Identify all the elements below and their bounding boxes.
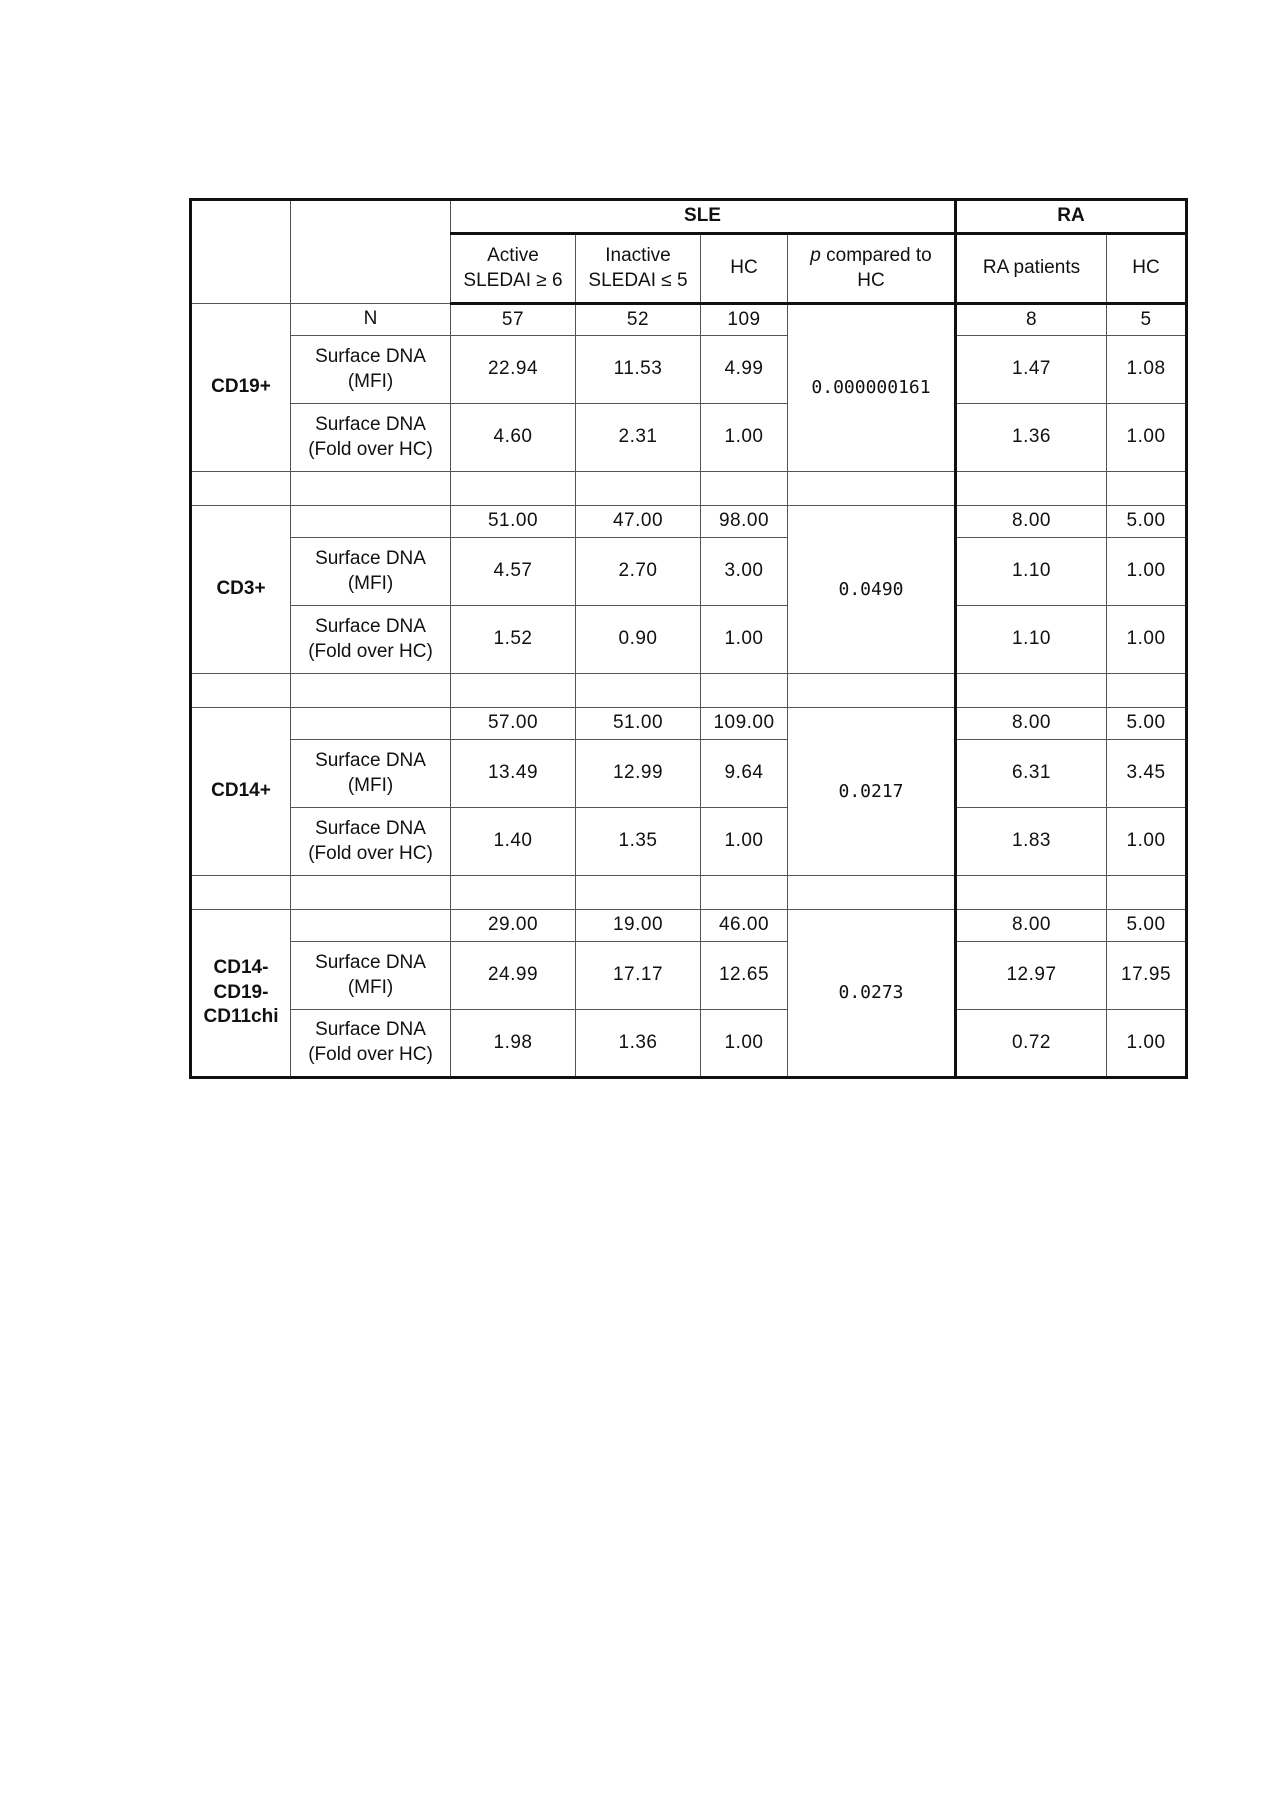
- spacer-cell: [788, 674, 956, 708]
- spacer-cell: [576, 876, 701, 910]
- cell-active-n: 51.00: [451, 506, 576, 538]
- row-label-mfi-line1: Surface DNA: [315, 951, 426, 973]
- cell-active-mfi: 24.99: [451, 942, 576, 1010]
- cell-inactive-fold: 0.90: [576, 606, 701, 674]
- spacer-cell: [191, 876, 291, 910]
- row-label-fold-line2: (Fold over HC): [308, 842, 433, 864]
- spacer-cell: [1107, 876, 1187, 910]
- table-row: [191, 538, 1187, 606]
- cell-ra-patients-mfi: 1.10: [956, 538, 1107, 606]
- cell-ra-hc-fold: 1.00: [1107, 1010, 1187, 1078]
- table-row: [191, 606, 1187, 674]
- surface-dna-table: [189, 198, 1188, 1079]
- spacer-cell: [576, 472, 701, 506]
- cell-sle-hc-fold: 1.00: [701, 404, 788, 472]
- spacer-cell: [788, 472, 956, 506]
- spacer-cell: [788, 876, 956, 910]
- table-row: [191, 808, 1187, 876]
- row-label-fold: [291, 606, 451, 674]
- spacer-row: [191, 472, 1187, 506]
- spacer-row: [191, 876, 1187, 910]
- spacer-cell: [451, 472, 576, 506]
- block-name-line2: CD19-: [213, 981, 269, 1003]
- cell-p-value: 0.000000161: [788, 304, 956, 472]
- cell-active-fold: 1.40: [451, 808, 576, 876]
- corner-cell-2: [291, 200, 451, 304]
- cell-inactive-fold: 1.36: [576, 1010, 701, 1078]
- p-value-header: [788, 234, 956, 304]
- ra-patients-header: RA patients: [956, 234, 1107, 304]
- row-label-fold-line1: Surface DNA: [315, 615, 426, 637]
- cell-ra-hc-mfi: 1.08: [1107, 336, 1187, 404]
- inactive-header: [576, 234, 701, 304]
- spacer-cell: [451, 674, 576, 708]
- row-label-mfi-line1: Surface DNA: [315, 345, 426, 367]
- cell-sle-hc-n: 46.00: [701, 910, 788, 942]
- spacer-cell: [1107, 472, 1187, 506]
- cell-ra-hc-n: 5: [1107, 304, 1187, 336]
- cell-inactive-n: 51.00: [576, 708, 701, 740]
- row-label-fold-line1: Surface DNA: [315, 413, 426, 435]
- cell-ra-hc-fold: 1.00: [1107, 606, 1187, 674]
- cell-ra-patients-mfi: 12.97: [956, 942, 1107, 1010]
- cell-ra-patients-n: 8.00: [956, 910, 1107, 942]
- row-label-mfi-line2: (MFI): [347, 572, 394, 594]
- cell-sle-hc-n: 109: [701, 304, 788, 336]
- cell-active-fold: 1.52: [451, 606, 576, 674]
- cell-ra-hc-n: 5.00: [1107, 506, 1187, 538]
- inactive-header-line1: Inactive: [605, 244, 671, 266]
- table-row: [191, 910, 1187, 942]
- table-row: [191, 506, 1187, 538]
- cell-ra-patients-fold: 1.83: [956, 808, 1107, 876]
- p-symbol: p: [810, 244, 821, 266]
- cell-active-n: 57.00: [451, 708, 576, 740]
- row-label-n: N: [291, 304, 451, 336]
- cell-ra-patients-fold: 1.36: [956, 404, 1107, 472]
- spacer-cell: [576, 674, 701, 708]
- cell-p-value: 0.0490: [788, 506, 956, 674]
- cell-active-mfi: 22.94: [451, 336, 576, 404]
- cell-sle-hc-fold: 1.00: [701, 1010, 788, 1078]
- cell-inactive-n: 47.00: [576, 506, 701, 538]
- spacer-cell: [1107, 674, 1187, 708]
- cell-active-fold: 4.60: [451, 404, 576, 472]
- cell-ra-hc-mfi: 3.45: [1107, 740, 1187, 808]
- row-label-fold: [291, 808, 451, 876]
- row-label-fold: [291, 404, 451, 472]
- sle-group-header: SLE: [451, 200, 956, 234]
- cell-sle-hc-mfi: 9.64: [701, 740, 788, 808]
- spacer-cell: [191, 472, 291, 506]
- block-name: [191, 910, 291, 1078]
- cell-inactive-n: 52: [576, 304, 701, 336]
- p-value-header-line2: HC: [857, 269, 885, 291]
- block-name-line1: CD14-: [213, 956, 269, 978]
- corner-cell-1: [191, 200, 291, 304]
- cell-ra-hc-mfi: 17.95: [1107, 942, 1187, 1010]
- cell-ra-patients-n: 8.00: [956, 506, 1107, 538]
- cell-sle-hc-mfi: 3.00: [701, 538, 788, 606]
- block-name: CD3+: [191, 506, 291, 674]
- p-value-header-line1: [788, 244, 954, 269]
- header-group-row: [191, 200, 1187, 234]
- cell-ra-patients-n: 8.00: [956, 708, 1107, 740]
- table-row: [191, 1010, 1187, 1078]
- spacer-row: [191, 674, 1187, 708]
- cell-inactive-mfi: 12.99: [576, 740, 701, 808]
- row-label-fold: [291, 1010, 451, 1078]
- row-label-fold-line2: (Fold over HC): [308, 438, 433, 460]
- cell-ra-patients-fold: 0.72: [956, 1010, 1107, 1078]
- row-label-fold-line2: (Fold over HC): [308, 1044, 433, 1065]
- row-label-n-empty: [291, 910, 451, 942]
- spacer-cell: [291, 472, 451, 506]
- cell-sle-hc-n: 109.00: [701, 708, 788, 740]
- row-label-mfi-line2: (MFI): [347, 774, 394, 796]
- row-label-mfi-line2: (MFI): [347, 976, 394, 998]
- ra-hc-header: HC: [1107, 234, 1187, 304]
- spacer-cell: [956, 876, 1107, 910]
- cell-ra-hc-n: 5.00: [1107, 910, 1187, 942]
- spacer-cell: [701, 472, 788, 506]
- cell-ra-patients-mfi: 1.47: [956, 336, 1107, 404]
- cell-sle-hc-fold: 1.00: [701, 606, 788, 674]
- row-label-mfi: [291, 740, 451, 808]
- cell-active-fold: 1.98: [451, 1010, 576, 1078]
- spacer-cell: [451, 876, 576, 910]
- cell-ra-hc-n: 5.00: [1107, 708, 1187, 740]
- spacer-cell: [701, 876, 788, 910]
- spacer-cell: [291, 674, 451, 708]
- active-header-line2: SLEDAI ≥ 6: [463, 269, 563, 291]
- active-header-line1: Active: [487, 244, 539, 266]
- spacer-cell: [956, 472, 1107, 506]
- active-header: [451, 234, 576, 304]
- cell-active-mfi: 4.57: [451, 538, 576, 606]
- spacer-cell: [291, 876, 451, 910]
- cell-p-value: 0.0273: [788, 910, 956, 1078]
- cell-p-value: 0.0217: [788, 708, 956, 876]
- row-label-fold-line2: (Fold over HC): [308, 640, 433, 662]
- row-label-n-empty: [291, 708, 451, 740]
- p-value-header-text: compared to: [820, 244, 932, 266]
- table-row: [191, 740, 1187, 808]
- row-label-mfi: [291, 942, 451, 1010]
- table-row: [191, 708, 1187, 740]
- block-name: CD19+: [191, 304, 291, 472]
- cell-ra-patients-n: 8: [956, 304, 1107, 336]
- spacer-cell: [701, 674, 788, 708]
- row-label-mfi-line1: Surface DNA: [315, 547, 426, 569]
- ra-group-header: RA: [956, 200, 1187, 234]
- cell-inactive-n: 19.00: [576, 910, 701, 942]
- table-row: [191, 304, 1187, 336]
- cell-sle-hc-mfi: 12.65: [701, 942, 788, 1010]
- cell-inactive-fold: 2.31: [576, 404, 701, 472]
- spacer-cell: [191, 674, 291, 708]
- block-name-line3: CD11chi: [203, 1006, 279, 1028]
- cell-inactive-mfi: 17.17: [576, 942, 701, 1010]
- row-label-mfi: [291, 538, 451, 606]
- cell-sle-hc-mfi: 4.99: [701, 336, 788, 404]
- cell-sle-hc-n: 98.00: [701, 506, 788, 538]
- table-row: [191, 404, 1187, 472]
- cell-ra-hc-mfi: 1.00: [1107, 538, 1187, 606]
- row-label-fold-line1: Surface DNA: [315, 817, 426, 839]
- row-label-fold-line1: Surface DNA: [315, 1019, 426, 1041]
- cell-ra-hc-fold: 1.00: [1107, 808, 1187, 876]
- cell-sle-hc-fold: 1.00: [701, 808, 788, 876]
- row-label-mfi: [291, 336, 451, 404]
- cell-ra-patients-mfi: 6.31: [956, 740, 1107, 808]
- row-label-n-empty: [291, 506, 451, 538]
- spacer-cell: [956, 674, 1107, 708]
- row-label-mfi-line1: Surface DNA: [315, 749, 426, 771]
- inactive-header-line2: SLEDAI ≤ 5: [588, 269, 688, 291]
- cell-ra-hc-fold: 1.00: [1107, 404, 1187, 472]
- cell-active-mfi: 13.49: [451, 740, 576, 808]
- cell-inactive-mfi: 11.53: [576, 336, 701, 404]
- row-label-mfi-line2: (MFI): [347, 370, 394, 392]
- block-name: CD14+: [191, 708, 291, 876]
- cell-inactive-fold: 1.35: [576, 808, 701, 876]
- document-table-container: [189, 198, 1188, 1079]
- cell-active-n: 29.00: [451, 910, 576, 942]
- cell-inactive-mfi: 2.70: [576, 538, 701, 606]
- sle-hc-header: HC: [701, 234, 788, 304]
- cell-active-n: 57: [451, 304, 576, 336]
- table-row: [191, 336, 1187, 404]
- cell-ra-patients-fold: 1.10: [956, 606, 1107, 674]
- table-row: [191, 942, 1187, 1010]
